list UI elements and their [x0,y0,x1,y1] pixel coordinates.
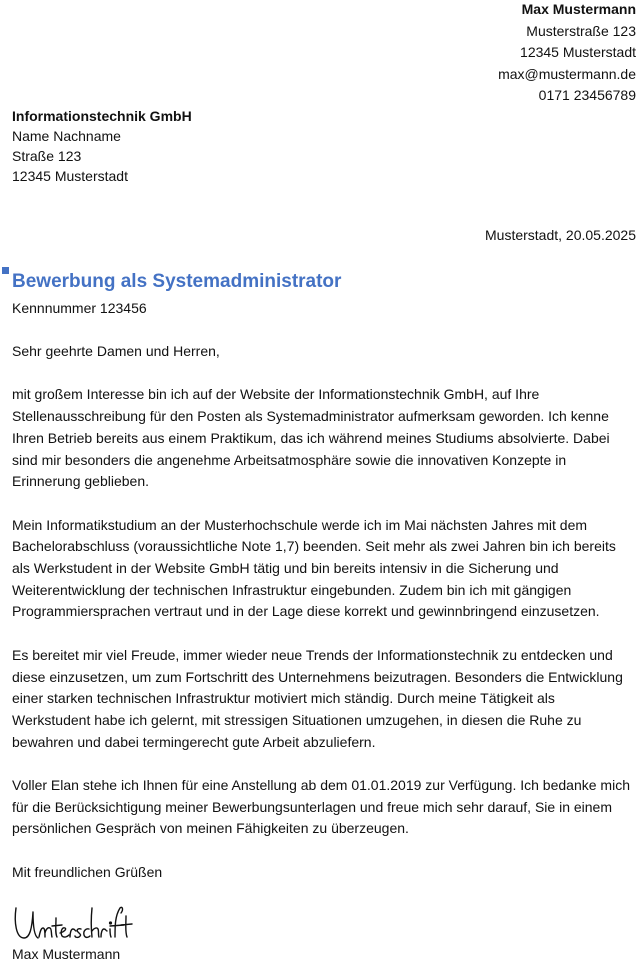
body-paragraph-2: Mein Informatikstudium an der Musterhochschule werde ich im Mai nächsten Jahres mit dem Bachelorabschluss (voraussichtliche Note 1,7) beenden. Seit mehr als zwei Jahren bin ich bereits als Werkstudent in der Website GmbH tätig und bin bereits intensiv in die Sicherung und Weiterentwicklung der technischen Infrastruktur eingebunden. Zudem bin ich mit gängigen Programmiersprachen vertraut und in der Lage diese korrekt und gewinnbringend einzusetzen. [12,516,616,620]
recipient-street: Straße 123 [12,148,82,164]
letter-body [12,341,636,884]
sender-email: max@mustermann.de [498,65,636,82]
sender-name: Max Mustermann [521,1,636,17]
sender-phone: 0171 23456789 [538,87,636,103]
recipient-city: 12345 Musterstadt [12,168,128,184]
signer-name: Max Mustermann [12,946,121,962]
body-paragraph-4: Voller Elan stehe ich Ihnen für eine Anstellung ab dem 01.01.2019 zur Verfügung. Ich bedanke mich für die Berücksichtigung meiner Bewerbungsunterlagen und freue mich sehr darauf, Sie in einem persönlichen Gespräch von meinen Fähigkeiten zu überzeugen. [12,777,630,837]
sender-block [498,0,636,107]
salutation: Sehr geehrte Damen und Herren, [12,343,220,359]
subject-marker [2,267,9,274]
letter-date: Musterstadt, 20.05.2025 [485,227,636,243]
letter-subject: Bewerbung als Systemadministrator [12,271,342,292]
handwritten-signature [12,900,134,948]
sender-street: Musterstraße 123 [526,22,636,39]
sender-city: 12345 Musterstadt [520,44,636,60]
body-paragraph-1: mit großem Interesse bin ich auf der Website der Informationstechnik GmbH, auf Ihre Stellenausschreibung für den Posten als Systemadministrator aufmerksam geworden. Ich kenne Ihren Betrieb bereits aus einem Praktikum, das ich während meines Studiums absolvierte. Dabei sind mir besonders die angenehme Arbeitsatmosphäre sowie die innovativen Konzepte in Erinnerung geblieben. [12,386,610,490]
closing: Mit freundlichen Grüßen [12,863,163,880]
recipient-company: Informationstechnik GmbH [12,108,192,124]
body-paragraph-3: Es bereitet mir viel Freude, immer wieder neue Trends der Informationstechnik zu entdecken und diese einzusetzen, um zum Fortschritt des Unternehmens beizutragen. Besonders die Entwicklung einer starken technischen Infrastruktur motiviert mich ständig. Durch meine Tätigkeit als Werkstudent habe ich gelernt, mit stressigen Situationen umzugehen, in diesen die Ruhe zu bewahren und dabei termingerecht gute Arbeit abzuliefern. [12,646,623,750]
recipient-contact: Name Nachname [12,128,121,144]
reference-number: Kennnummer 123456 [12,300,147,316]
recipient-block [12,106,192,186]
